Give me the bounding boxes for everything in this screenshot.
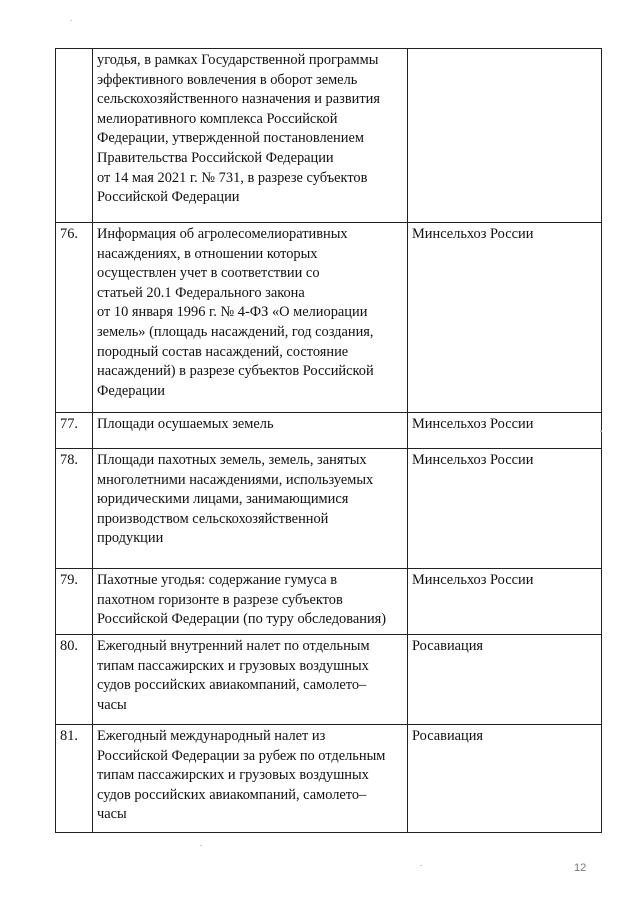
description-line: многолетними насаждениями, используемых [97, 471, 374, 488]
description-line: земель» (площадь насаждений, год создания, [97, 323, 374, 340]
row-number: 80. [56, 635, 93, 725]
indicator-description [93, 223, 408, 413]
description-line: угодья, в рамках Государственной программы [97, 52, 379, 68]
responsible-agency [408, 49, 602, 223]
description-line: пахотном горизонте в разрезе субъектов [97, 591, 343, 608]
table-body [56, 49, 602, 833]
description-line: Площади осушаемых земель [97, 416, 274, 432]
description-line: мелиоративного комплекса Российской [97, 110, 338, 127]
description-line: типам пассажирских и грузовых воздушных [97, 767, 369, 784]
table-row [56, 635, 602, 725]
row-number: 76. [56, 223, 93, 413]
description-line: типам пассажирских и грузовых воздушных [97, 657, 369, 674]
indicator-description [93, 449, 408, 569]
indicator-description [93, 635, 408, 725]
responsible-agency: Росавиация [408, 635, 602, 725]
description-line: от 14 мая 2021 г. № 731, в разрезе субъектов [97, 169, 368, 186]
table-row [56, 413, 602, 449]
description-line: судов российских авиакомпаний, самолето– [97, 677, 367, 694]
description-line: часы [97, 806, 127, 823]
indicator-description [93, 725, 408, 833]
row-number: 81. [56, 725, 93, 833]
description-line: Ежегодный международный налет из [97, 728, 326, 744]
row-number: 78. [56, 449, 93, 569]
description-line: Правительства Российской Федерации [97, 149, 334, 166]
responsible-agency: Минсельхоз России [408, 569, 602, 635]
scan-speck [420, 865, 422, 866]
description-line: часы [97, 696, 127, 713]
row-number [56, 49, 93, 223]
description-line: эффективного вовлечения в оборот земель [97, 71, 358, 88]
table-row [56, 449, 602, 569]
description-line: Российской Федерации [97, 189, 240, 206]
table-row [56, 725, 602, 833]
description-line: Информация об агролесомелиоративных [97, 226, 348, 242]
description-line: Федерации [97, 382, 165, 399]
description-line: судов российских авиакомпаний, самолето– [97, 786, 367, 803]
description-line: продукции [97, 530, 164, 547]
responsible-agency: Минсельхоз России [408, 449, 602, 569]
table-row [56, 569, 602, 635]
description-line: производством сельскохозяйственной [97, 510, 329, 527]
description-line: Федерации, утвержденной постановлением [97, 130, 364, 147]
statistics-table [55, 48, 602, 833]
description-line: Пахотные угодья: содержание гумуса в [97, 572, 338, 588]
responsible-agency: Минсельхоз России [408, 223, 602, 413]
scan-speck [600, 430, 602, 432]
table-row [56, 223, 602, 413]
description-line: Российской Федерации (по туру обследования) [97, 611, 387, 628]
description-line: сельскохозяйственного назначения и развития [97, 91, 380, 108]
scan-speck [70, 20, 72, 21]
indicator-description [93, 49, 408, 223]
responsible-agency: Минсельхоз России [408, 413, 602, 449]
indicator-description [93, 569, 408, 635]
indicator-description [93, 413, 408, 449]
description-line: Ежегодный внутренний налет по отдельным [97, 638, 370, 654]
description-line: осуществлен учет в соответствии со [97, 265, 320, 282]
description-line: насаждений) в разрезе субъектов Российской [97, 363, 374, 380]
scan-speck [200, 845, 202, 846]
description-line: породный состав насаждений, состояние [97, 343, 349, 360]
description-line: Площади пахотных земель, земель, занятых [97, 452, 367, 468]
row-number: 79. [56, 569, 93, 635]
responsible-agency: Росавиация [408, 725, 602, 833]
page-number: 12 [574, 862, 587, 874]
table-row [56, 49, 602, 223]
row-number: 77. [56, 413, 93, 449]
description-line: от 10 января 1996 г. № 4-ФЗ «О мелиорации [97, 304, 368, 321]
description-line: юридическими лицами, занимающимися [97, 491, 349, 508]
description-line: Российской Федерации за рубеж по отдельным [97, 747, 386, 764]
description-line: насаждениях, в отношении которых [97, 245, 318, 262]
description-line: статьей 20.1 Федерального закона [97, 284, 305, 301]
